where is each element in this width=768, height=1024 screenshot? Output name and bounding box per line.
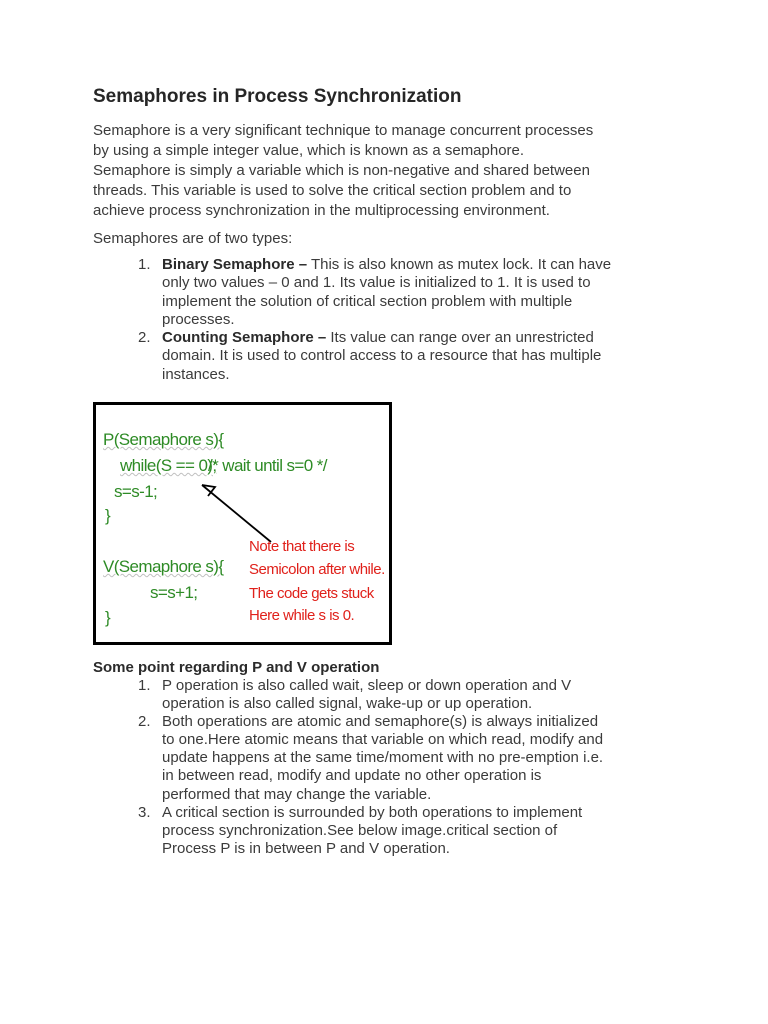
- list-item: [93, 256, 683, 329]
- intro-line: by using a simple integer value, which is known as a semaphore.: [93, 142, 525, 159]
- page-title: Semaphores in Process Synchronization: [93, 86, 462, 107]
- code-line: [120, 456, 216, 476]
- intro-line: Semaphore is simply a variable which is non-negative and shared between: [93, 162, 590, 179]
- item-text: P operation is also called wait, sleep or down operation and V: [162, 677, 572, 694]
- code-text: V(Semaphore s){: [103, 557, 224, 576]
- item-text: A critical section is surrounded by both operations to implement: [162, 803, 583, 821]
- item-text: operation is also called signal, wake-up or up operation.: [162, 695, 533, 713]
- item-text: in between read, modify and update no other operation is: [162, 767, 542, 785]
- list-number: 2.: [138, 713, 151, 731]
- code-line: }: [105, 506, 111, 525]
- code-text: while(S == 0);: [120, 456, 217, 475]
- code-line: }: [105, 608, 111, 627]
- item-text: processes.: [162, 310, 235, 328]
- intro-line: threads. This variable is used to solve the critical section problem and to: [93, 182, 572, 199]
- semaphore-types-list: [93, 256, 683, 384]
- list-item: [93, 713, 683, 803]
- list-number: 1.: [138, 677, 151, 694]
- item-text: domain. It is used to control access to a resource that has multiple: [162, 347, 602, 365]
- list-item: [93, 804, 683, 858]
- code-line: s=s-1;: [114, 482, 158, 501]
- item-text: process synchronization.See below image.critical section of: [162, 821, 558, 839]
- item-text: performed that may change the variable.: [162, 785, 432, 803]
- intro-paragraph: [93, 121, 593, 221]
- intro-line: Semaphore is a very significant technique to manage concurrent processes: [93, 122, 594, 139]
- item-text: to one.Here atomic means that variable on which read, modify and: [162, 731, 604, 749]
- item-text: only two values – 0 and 1. Its value is initialized to 1. It is used to: [162, 274, 591, 292]
- code-text: P(Semaphore s){: [103, 430, 224, 449]
- list-item: [93, 329, 683, 384]
- item-text: Both operations are atomic and semaphore(s) is always initialized: [162, 713, 599, 731]
- code-line: s=s+1;: [150, 583, 198, 602]
- list-item: [93, 677, 683, 713]
- note-line: Semicolon after while.: [249, 561, 385, 578]
- item-text: Its value can range over an unrestricted: [326, 329, 594, 347]
- item-text: Process P is in between P and V operation.: [162, 839, 450, 857]
- term-label: Counting Semaphore –: [162, 329, 327, 347]
- types-intro: Semaphores are of two types:: [93, 230, 293, 247]
- pv-points-list: [93, 677, 683, 858]
- note-line: Here while s is 0.: [249, 607, 355, 624]
- code-comment: /* wait until s=0 */: [208, 456, 327, 475]
- code-line: [103, 557, 223, 577]
- list-number: 2.: [138, 329, 151, 347]
- intro-line: achieve process synchronization in the multiprocessing environment.: [93, 202, 550, 219]
- term-label: Binary Semaphore –: [162, 256, 308, 273]
- list-number: 1.: [138, 256, 151, 273]
- pv-heading: Some point regarding P and V operation: [93, 659, 380, 676]
- list-number: 3.: [138, 803, 151, 821]
- item-text: update happens at the same time/moment with no pre-emption i.e.: [162, 749, 604, 767]
- code-line: [103, 430, 223, 450]
- note-line: The code gets stuck: [249, 585, 374, 602]
- item-text: instances.: [162, 365, 230, 383]
- note-line: Note that there is: [249, 538, 355, 555]
- item-text: implement the solution of critical section problem with multiple: [162, 292, 573, 310]
- code-figure: [93, 402, 392, 645]
- item-text: This is also known as mutex lock. It can have: [307, 256, 612, 273]
